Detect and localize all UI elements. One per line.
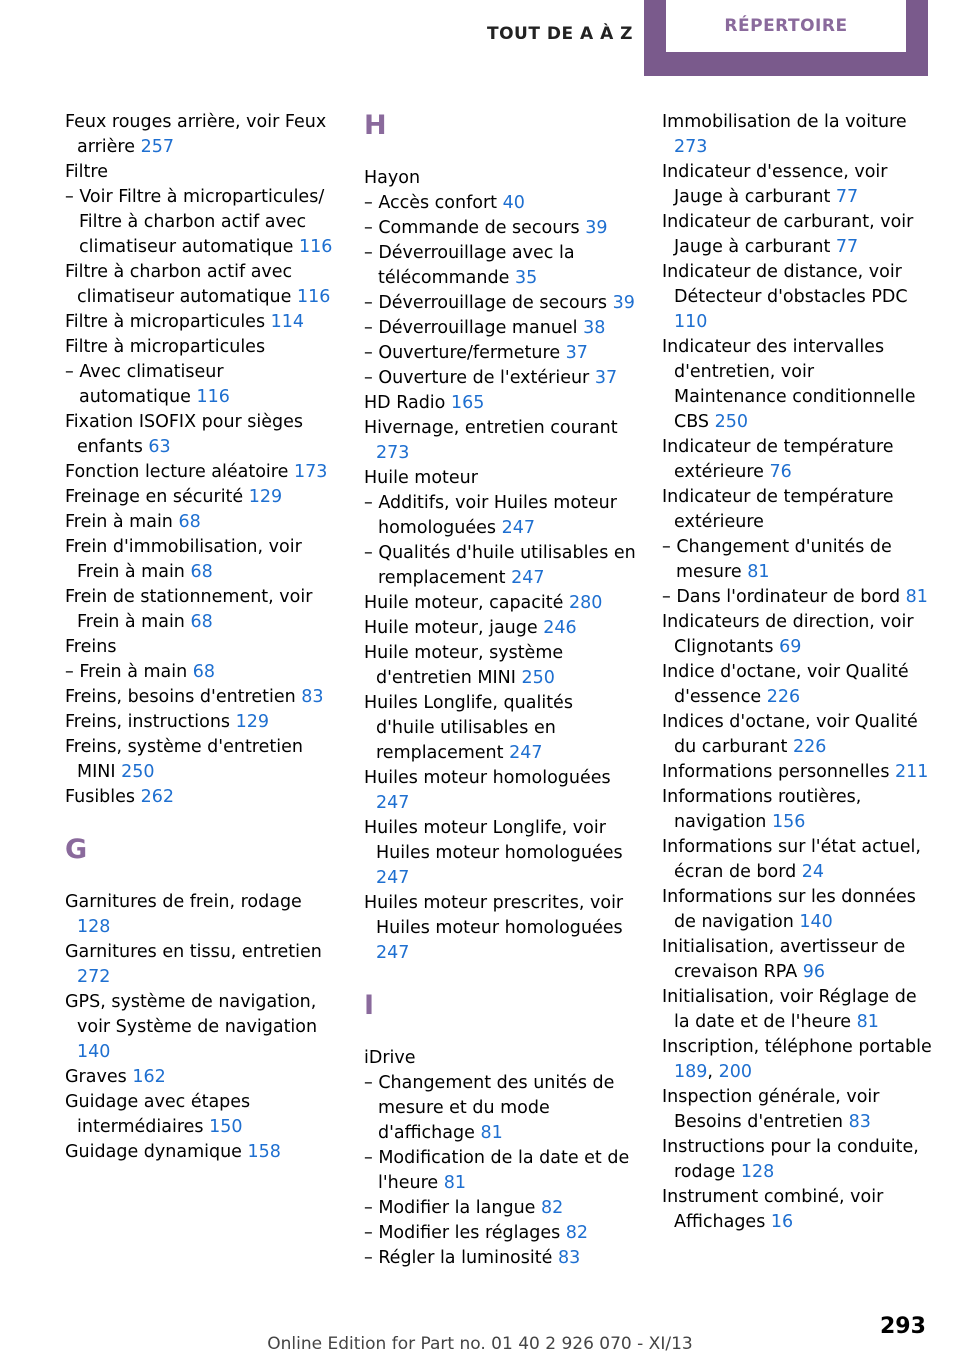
page-reference-link[interactable]: 189 xyxy=(674,1062,708,1082)
page-reference-link[interactable]: 40 xyxy=(502,193,525,213)
entry-text: Informations sur les données de navigation xyxy=(662,887,916,932)
page-reference-link[interactable]: 39 xyxy=(585,218,608,238)
entry-text: Garnitures en tissu, entretien xyxy=(65,942,322,962)
page-reference-link[interactable]: 140 xyxy=(77,1042,111,1062)
index-entry xyxy=(662,935,932,985)
page-reference-link[interactable]: 83 xyxy=(848,1112,871,1132)
entry-text: Indicateur de température extérieure xyxy=(662,487,894,532)
page-reference-link[interactable]: 39 xyxy=(612,293,635,313)
index-entry xyxy=(65,260,337,310)
page-reference-link[interactable]: 129 xyxy=(235,712,270,732)
entry-text: – Ouverture de l'extérieur xyxy=(364,368,590,388)
index-entry xyxy=(662,710,932,760)
index-entry xyxy=(364,816,636,891)
entry-text: Graves xyxy=(65,1067,127,1087)
index-entry xyxy=(65,535,337,585)
index-entry xyxy=(662,985,932,1035)
page-reference-link[interactable]: 272 xyxy=(77,967,111,987)
index-entry xyxy=(364,591,636,616)
index-entry xyxy=(662,760,932,785)
page-reference-link[interactable]: 77 xyxy=(835,237,859,257)
index-entry xyxy=(662,210,932,260)
page-reference-link[interactable]: 247 xyxy=(509,743,543,763)
page-reference-link[interactable]: 247 xyxy=(376,793,410,813)
page-reference-link[interactable]: 116 xyxy=(196,387,230,407)
page-reference-link[interactable]: 226 xyxy=(792,737,827,757)
entry-text: Instrument combiné, voir Affichages xyxy=(662,1187,884,1232)
index-letter-heading: I xyxy=(364,990,375,1021)
index-entry xyxy=(65,735,337,785)
index-entry xyxy=(65,710,337,735)
index-entry xyxy=(65,335,337,360)
index-entry xyxy=(662,435,932,485)
index-entry xyxy=(364,766,636,816)
entry-text: Frein à main xyxy=(65,512,173,532)
index-entry xyxy=(364,616,636,641)
entry-text: – Régler la luminosité xyxy=(364,1248,553,1268)
index-entry xyxy=(364,166,636,191)
entry-text: – Dans l'ordinateur de bord xyxy=(662,587,901,607)
index-entry xyxy=(65,410,337,460)
entry-text: Instructions pour la conduite, rodage xyxy=(662,1137,919,1182)
page-reference-link[interactable]: 114 xyxy=(270,312,305,332)
entry-text: Frein d'immobilisation, voir Frein à main xyxy=(65,537,302,582)
index-subentry xyxy=(364,341,636,366)
entry-text: Filtre à charbon actif avec climatiseur automatique xyxy=(65,262,293,307)
index-entry xyxy=(662,110,932,160)
index-entry xyxy=(65,585,337,635)
page-reference-link[interactable]: 81 xyxy=(905,587,928,607)
section-tab-label: RÉPERTOIRE xyxy=(666,0,906,52)
index-entry xyxy=(65,685,337,710)
entry-text: Freinage en sécurité xyxy=(65,487,244,507)
entry-text: – Accès confort xyxy=(364,193,498,213)
page-reference-link[interactable]: 156 xyxy=(771,812,806,832)
entry-text: iDrive xyxy=(364,1048,416,1068)
index-subentry xyxy=(364,1071,636,1146)
entry-text: Filtre à microparticules xyxy=(65,337,266,357)
entry-text: Huiles moteur homologuées xyxy=(364,768,611,788)
index-entry xyxy=(662,335,932,435)
entry-text: Inspection générale, voir Besoins d'entretien xyxy=(662,1087,880,1132)
entry-text: Initialisation, avertisseur de crevaison RPA xyxy=(662,937,906,982)
page-reference-link[interactable]: 81 xyxy=(443,1173,467,1193)
entry-text: – Modifier les réglages xyxy=(364,1223,561,1243)
index-subentry xyxy=(65,660,337,685)
page-reference-link[interactable]: 68 xyxy=(190,562,213,582)
entry-text: – Modifier la langue xyxy=(364,1198,536,1218)
entry-text: Huiles moteur Longlife, voir Huiles moteur homologuées xyxy=(364,818,623,863)
index-entry xyxy=(364,466,636,491)
index-subentry xyxy=(364,291,636,316)
entry-text: Filtre à microparticules xyxy=(65,312,266,332)
entry-text: Fonction lecture aléatoire xyxy=(65,462,289,482)
page-reference-link[interactable]: 150 xyxy=(209,1117,243,1137)
entry-text: Freins, système d'entretien MINI xyxy=(65,737,303,782)
page-reference-link[interactable]: 129 xyxy=(248,487,283,507)
entry-text: Freins, instructions xyxy=(65,712,231,732)
index-subentry xyxy=(364,491,636,541)
entry-text: Hivernage, entretien courant xyxy=(364,418,618,438)
page-reference-link[interactable]: 140 xyxy=(799,912,833,932)
page-reference-link[interactable]: 83 xyxy=(557,1248,581,1268)
entry-text: Informations sur l'état actuel, écran de bord xyxy=(662,837,921,882)
section-tab xyxy=(644,0,928,76)
index-entry xyxy=(65,460,337,485)
index-entry xyxy=(662,485,932,535)
page-reference-link[interactable]: 69 xyxy=(779,637,802,657)
entry-text: Indicateur de distance, voir Détecteur d'obstacles PDC xyxy=(662,262,908,307)
index-entry xyxy=(364,1046,636,1071)
page-reference-link[interactable]: 273 xyxy=(674,137,708,157)
page-reference-link[interactable]: 200 xyxy=(718,1062,752,1082)
page-reference-link[interactable]: 173 xyxy=(293,462,328,482)
page-reference-link[interactable]: 158 xyxy=(247,1142,281,1162)
index-column-3 xyxy=(662,110,932,1235)
index-entry xyxy=(364,691,636,766)
entry-text: Indice d'octane, voir Qualité d'essence xyxy=(662,662,909,707)
entry-text: Huile moteur, capacité xyxy=(364,593,564,613)
index-entry xyxy=(662,260,932,335)
entry-text: GPS, système de navigation, voir Système de navigation xyxy=(65,992,318,1037)
index-entry xyxy=(662,885,932,935)
index-entry xyxy=(662,660,932,710)
entry-text: – Frein à main xyxy=(65,662,188,682)
entry-text: Informations routières, navigation xyxy=(662,787,862,832)
page-reference-link[interactable]: 77 xyxy=(835,187,859,207)
entry-text: Indicateur d'essence, voir Jauge à carburant xyxy=(662,162,888,207)
page-reference-link[interactable]: 81 xyxy=(856,1012,879,1032)
page-reference-link[interactable]: 273 xyxy=(376,443,410,463)
page-reference-link[interactable]: 250 xyxy=(714,412,749,432)
page-reference-link[interactable]: 83 xyxy=(301,687,324,707)
entry-text: – Changement d'unités de mesure xyxy=(662,537,892,582)
entry-text: Huiles Longlife, qualités d'huile utilisables en remplacement xyxy=(364,693,573,763)
page-reference-link[interactable]: 250 xyxy=(121,762,155,782)
index-subentry xyxy=(65,185,337,260)
page-reference-link[interactable]: 37 xyxy=(594,368,618,388)
index-entry xyxy=(65,890,337,940)
index-entry xyxy=(662,160,932,210)
index-entry xyxy=(65,1140,337,1165)
entry-text: HD Radio xyxy=(364,393,446,413)
entry-text: Immobilisation de la voiture xyxy=(662,112,907,132)
entry-text: Fusibles xyxy=(65,787,136,807)
page-reference-link[interactable]: 257 xyxy=(140,137,174,157)
entry-text: Hayon xyxy=(364,168,421,188)
index-entry xyxy=(65,510,337,535)
index-entry xyxy=(364,416,636,466)
entry-text: Informations personnelles xyxy=(662,762,890,782)
page-reference-link[interactable]: 262 xyxy=(140,787,175,807)
index-entry xyxy=(65,485,337,510)
page-reference-link[interactable]: 68 xyxy=(192,662,216,682)
index-subentry xyxy=(364,191,636,216)
entry-text: Feux rouges arrière, voir Feux arrière xyxy=(65,112,327,157)
page-reference-link[interactable]: 63 xyxy=(148,437,171,457)
page-reference-link[interactable]: 280 xyxy=(568,593,603,613)
page-reference-link[interactable]: 128 xyxy=(740,1162,775,1182)
entry-text: Freins xyxy=(65,637,117,657)
index-entry xyxy=(65,940,337,990)
page-reference-link[interactable]: 81 xyxy=(747,562,770,582)
entry-text: Garnitures de frein, rodage xyxy=(65,892,302,912)
entry-text: Huile moteur, jauge xyxy=(364,618,538,638)
page-reference-link[interactable]: 68 xyxy=(190,612,213,632)
index-entry xyxy=(65,160,337,185)
page-reference-link[interactable]: 24 xyxy=(801,862,825,882)
entry-text: Guidage avec étapes intermédiaires xyxy=(65,1092,251,1137)
index-entry xyxy=(65,1065,337,1090)
index-entry xyxy=(65,310,337,335)
page-reference-link[interactable]: 82 xyxy=(541,1198,564,1218)
page-number: 293 xyxy=(880,1314,926,1339)
entry-text: Huile moteur, système d'entretien MINI xyxy=(364,643,564,688)
page-reference-link[interactable]: 247 xyxy=(501,518,535,538)
page-reference-link[interactable]: 247 xyxy=(376,943,410,963)
index-subentry xyxy=(364,1196,636,1221)
entry-text: Indicateurs de direction, voir Clignotants xyxy=(662,612,914,657)
index-subentry xyxy=(364,316,636,341)
footer-edition: Online Edition for Part no. 01 40 2 926 070 - XI/13 xyxy=(267,1334,693,1354)
index-entry xyxy=(662,785,932,835)
page-reference-link[interactable]: 162 xyxy=(132,1067,166,1087)
entry-text: – Déverrouillage avec la télécommande xyxy=(364,243,575,288)
page-reference-link[interactable]: 226 xyxy=(766,687,801,707)
index-subentry xyxy=(364,1146,636,1196)
index-column-2 xyxy=(364,110,636,1271)
page-reference-link[interactable]: 96 xyxy=(802,962,826,982)
index-subentry xyxy=(364,541,636,591)
entry-text: – Qualités d'huile utilisables en remplacement xyxy=(364,543,636,588)
entry-text: Indicateur de température extérieure xyxy=(662,437,894,482)
index-subentry xyxy=(364,216,636,241)
entry-text: – Changement des unités de mesure et du mode d'affichage xyxy=(364,1073,615,1143)
index-entry: Inscription, téléphone portable 189, 200 xyxy=(662,1037,932,1082)
index-entry xyxy=(662,1135,932,1185)
page-reference-link[interactable]: 165 xyxy=(450,393,485,413)
index-subentry xyxy=(364,241,636,291)
entry-text: Initialisation, voir Réglage de la date et de l'heure xyxy=(662,987,917,1032)
index-column-1 xyxy=(65,110,337,1165)
entry-text: Huile moteur xyxy=(364,468,478,488)
entry-text: – Déverrouillage de secours xyxy=(364,293,607,313)
page-reference-link[interactable]: 82 xyxy=(565,1223,589,1243)
entry-text: Huiles moteur prescrites, voir Huiles moteur homologuées xyxy=(364,893,624,938)
index-entry xyxy=(65,1090,337,1140)
page-reference-link[interactable]: 76 xyxy=(769,462,792,482)
index-subentry xyxy=(662,535,932,585)
entry-text: Indicateur de carburant, voir Jauge à carburant xyxy=(662,212,914,257)
entry-text: Indices d'octane, voir Qualité du carburant xyxy=(662,712,918,757)
entry-text: Indicateur des intervalles d'entretien, voir Maintenance conditionnelle CBS xyxy=(662,337,916,432)
section-label: TOUT DE A À Z xyxy=(487,24,633,44)
page-reference-link[interactable]: 246 xyxy=(543,618,577,638)
entry-text: Filtre xyxy=(65,162,108,182)
index-entry xyxy=(364,891,636,966)
page-reference-link[interactable]: 116 xyxy=(299,237,333,257)
entry-text: – Voir Filtre à microparticules/ Filtre à charbon actif avec climatiseur automatique xyxy=(65,187,325,257)
page-reference-link[interactable]: 37 xyxy=(565,343,588,363)
entry-text: – Déverrouillage manuel xyxy=(364,318,578,338)
entry-text: Freins, besoins d'entretien xyxy=(65,687,296,707)
entry-text: Fixation ISOFIX pour sièges enfants xyxy=(65,412,304,457)
entry-text: – Avec climatiseur automatique xyxy=(65,362,224,407)
entry-text: Inscription, téléphone portable xyxy=(662,1037,932,1057)
index-letter-heading: G xyxy=(65,834,88,865)
index-entry xyxy=(65,990,337,1065)
index-entry xyxy=(662,835,932,885)
page-reference-link[interactable]: 35 xyxy=(514,268,538,288)
index-entry xyxy=(364,391,636,416)
index-entry xyxy=(662,610,932,660)
page-reference-link[interactable]: 211 xyxy=(895,762,929,782)
page-reference-link[interactable]: 38 xyxy=(583,318,606,338)
entry-text: – Ouverture/fermeture xyxy=(364,343,561,363)
page-reference-link[interactable]: 128 xyxy=(77,917,111,937)
page-reference-link[interactable]: 110 xyxy=(674,312,708,332)
index-subentry xyxy=(662,585,932,610)
page-reference-link[interactable]: 81 xyxy=(480,1123,503,1143)
page-reference-link[interactable]: 116 xyxy=(297,287,331,307)
page-reference-link[interactable]: 16 xyxy=(770,1212,794,1232)
entry-text: – Additifs, voir Huiles moteur homologuées xyxy=(364,493,617,538)
index-entry xyxy=(662,1185,932,1235)
index-entry xyxy=(65,635,337,660)
page-reference-link[interactable]: 250 xyxy=(521,668,555,688)
page-reference-link[interactable]: 68 xyxy=(178,512,201,532)
index-subentry xyxy=(65,360,337,410)
entry-text: Guidage dynamique xyxy=(65,1142,242,1162)
index-subentry xyxy=(364,366,636,391)
entry-text: – Commande de secours xyxy=(364,218,580,238)
index-entry xyxy=(65,110,337,160)
index-subentry xyxy=(364,1246,636,1271)
index-entry xyxy=(65,785,337,810)
entry-text: Frein de stationnement, voir Frein à main xyxy=(65,587,313,632)
page-reference-link[interactable]: 247 xyxy=(376,868,410,888)
index-entry xyxy=(364,641,636,691)
index-letter-heading: H xyxy=(364,110,387,141)
index-entry xyxy=(662,1085,932,1135)
index-subentry xyxy=(364,1221,636,1246)
entry-text: – Modification de la date et de l'heure xyxy=(364,1148,630,1193)
page-reference-link[interactable]: 247 xyxy=(511,568,545,588)
